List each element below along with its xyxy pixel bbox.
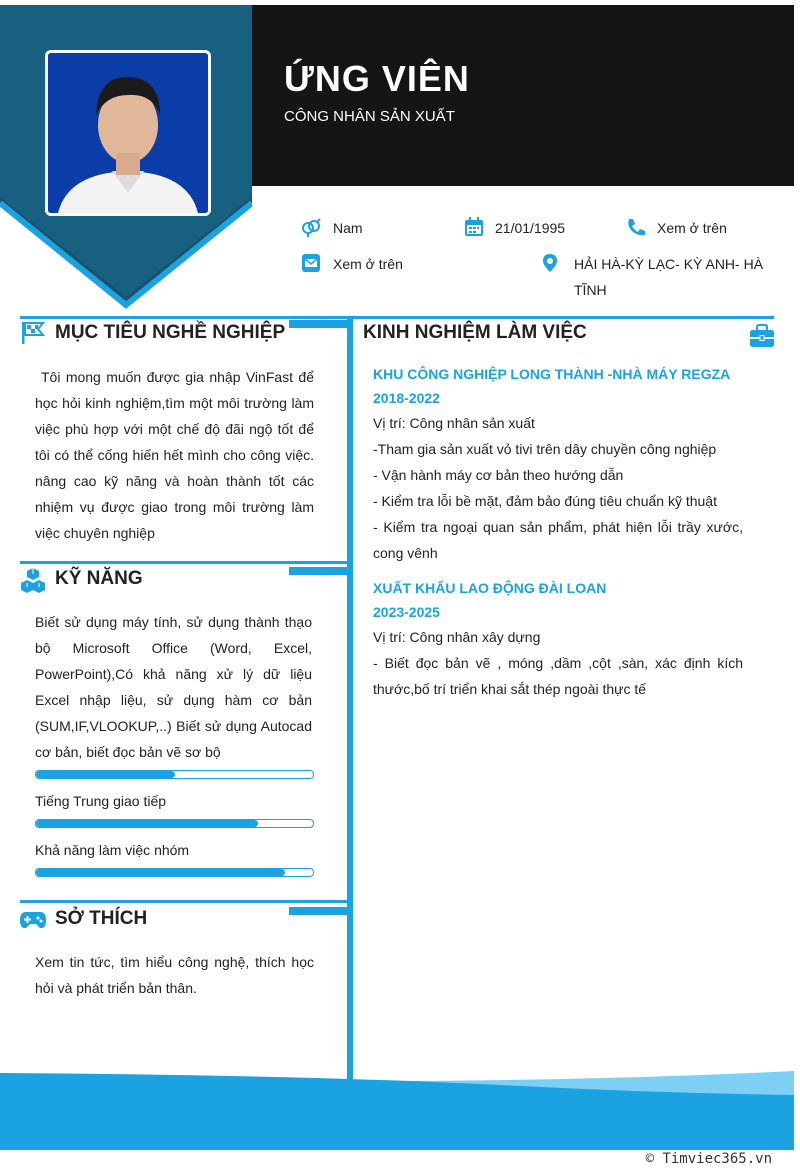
watermark: © Timviec365.vn bbox=[645, 1151, 772, 1167]
gender-value: Nam bbox=[333, 220, 363, 236]
candidate-position: CÔNG NHÂN SẢN XUẤT bbox=[284, 108, 455, 125]
experience-item bbox=[373, 362, 743, 566]
hobbies-title: SỞ THÍCH bbox=[55, 908, 148, 929]
skill-bar-fill bbox=[36, 771, 175, 778]
column-divider bbox=[347, 316, 353, 1086]
divider bbox=[20, 316, 347, 319]
briefcase-icon bbox=[749, 323, 775, 349]
divider bbox=[20, 900, 347, 903]
job-line: - Vận hành máy cơ bản theo hướng dẫn bbox=[373, 467, 624, 483]
gender-icon bbox=[301, 217, 321, 237]
candidate-name: ỨNG VIÊN bbox=[284, 58, 470, 99]
job-line: Vị trí: Công nhân xây dựng bbox=[373, 629, 541, 645]
skill-bar-fill bbox=[36, 869, 285, 876]
skill-bar bbox=[35, 819, 314, 828]
experience-title: KINH NGHIỆM LÀM VIỆC bbox=[363, 322, 587, 343]
company-name: KHU CÔNG NGHIỆP LONG THÀNH -NHÀ MÁY REGZA bbox=[373, 366, 731, 382]
job-line: - Kiểm tra lỗi bề mặt, đảm bảo đúng tiêu chuẩn kỹ thuật bbox=[373, 493, 717, 509]
hobbies-text: Xem tin tức, tìm hiểu công nghệ, thích học hỏi và phát triển bản thân. bbox=[35, 954, 314, 996]
email-value: Xem ở trên bbox=[333, 256, 403, 272]
section-tab bbox=[289, 567, 347, 575]
job-line: -Tham gia sản xuất vỏ tivi trên dây chuyền công nghiệp bbox=[373, 441, 717, 457]
section-tab bbox=[289, 907, 347, 915]
location-icon bbox=[540, 253, 560, 273]
email-icon bbox=[301, 253, 321, 273]
calendar-icon bbox=[464, 217, 484, 237]
skill-label: Biết sử dụng máy tính, sử dụng thành thạo bộ Microsoft Office (Word, Excel, PowerPoint),Có khả năng xử lý dữ liệu Excel nhập liệu, sử dụng hàm cơ bản (SUM,IF,VLOOKUP,..) Biết sử dụng Autocad cơ bản, biết đọc bản vẽ sơ bộ bbox=[35, 614, 312, 760]
footer-wave bbox=[0, 1065, 800, 1150]
work-period: 2023-2025 bbox=[373, 604, 440, 620]
gamepad-icon bbox=[19, 909, 47, 931]
job-line: - Biết đọc bản vẽ , móng ,dầm ,cột ,sàn, xác định kích thước,bố trí triển khai sắt thép ngoài thực tế bbox=[373, 655, 743, 697]
divider bbox=[20, 561, 347, 564]
skill-label: Khả năng làm việc nhóm bbox=[35, 842, 190, 858]
skill-bar-fill bbox=[36, 820, 258, 827]
company-name: XUẤT KHẨU LAO ĐỘNG ĐÀI LOAN bbox=[373, 580, 607, 596]
skills-title: KỸ NĂNG bbox=[55, 568, 143, 589]
work-period: 2018-2022 bbox=[373, 390, 440, 406]
job-line: - Kiểm tra ngoại quan sản phẩm, phát hiện lỗi trầy xước, cong vênh bbox=[373, 519, 743, 561]
job-line: Vị trí: Công nhân sản xuất bbox=[373, 415, 535, 431]
phone-icon bbox=[626, 217, 646, 237]
phone-value: Xem ở trên bbox=[657, 220, 727, 236]
objective-text: Tôi mong muốn được gia nhập VinFast để học hỏi kinh nghiệm,tìm một môi trường làm việc phù hợp với một chế độ đãi ngộ tốt để tôi có thể cống hiến hết mình cho công việc. nâng cao kỹ năng và hoàn thành tốt các nhiệm vụ được giao trong môi trường làm việc chuyên nghiệp bbox=[35, 369, 314, 541]
address-value: HẢI HÀ-KỲ LẠC- KỲ ANH- HÀ TĨNH bbox=[574, 256, 764, 298]
divider bbox=[353, 316, 774, 319]
objective-title: MỤC TIÊU NGHỀ NGHIỆP bbox=[55, 322, 286, 343]
avatar bbox=[45, 50, 211, 216]
section-tab bbox=[289, 320, 347, 328]
skill-label: Tiếng Trung giao tiếp bbox=[35, 793, 167, 809]
experience-item bbox=[373, 576, 743, 702]
birthdate-value: 21/01/1995 bbox=[495, 220, 566, 236]
flag-icon bbox=[20, 320, 46, 346]
skill-bar bbox=[35, 770, 314, 779]
cubes-icon bbox=[19, 566, 47, 594]
skill-bar bbox=[35, 868, 314, 877]
